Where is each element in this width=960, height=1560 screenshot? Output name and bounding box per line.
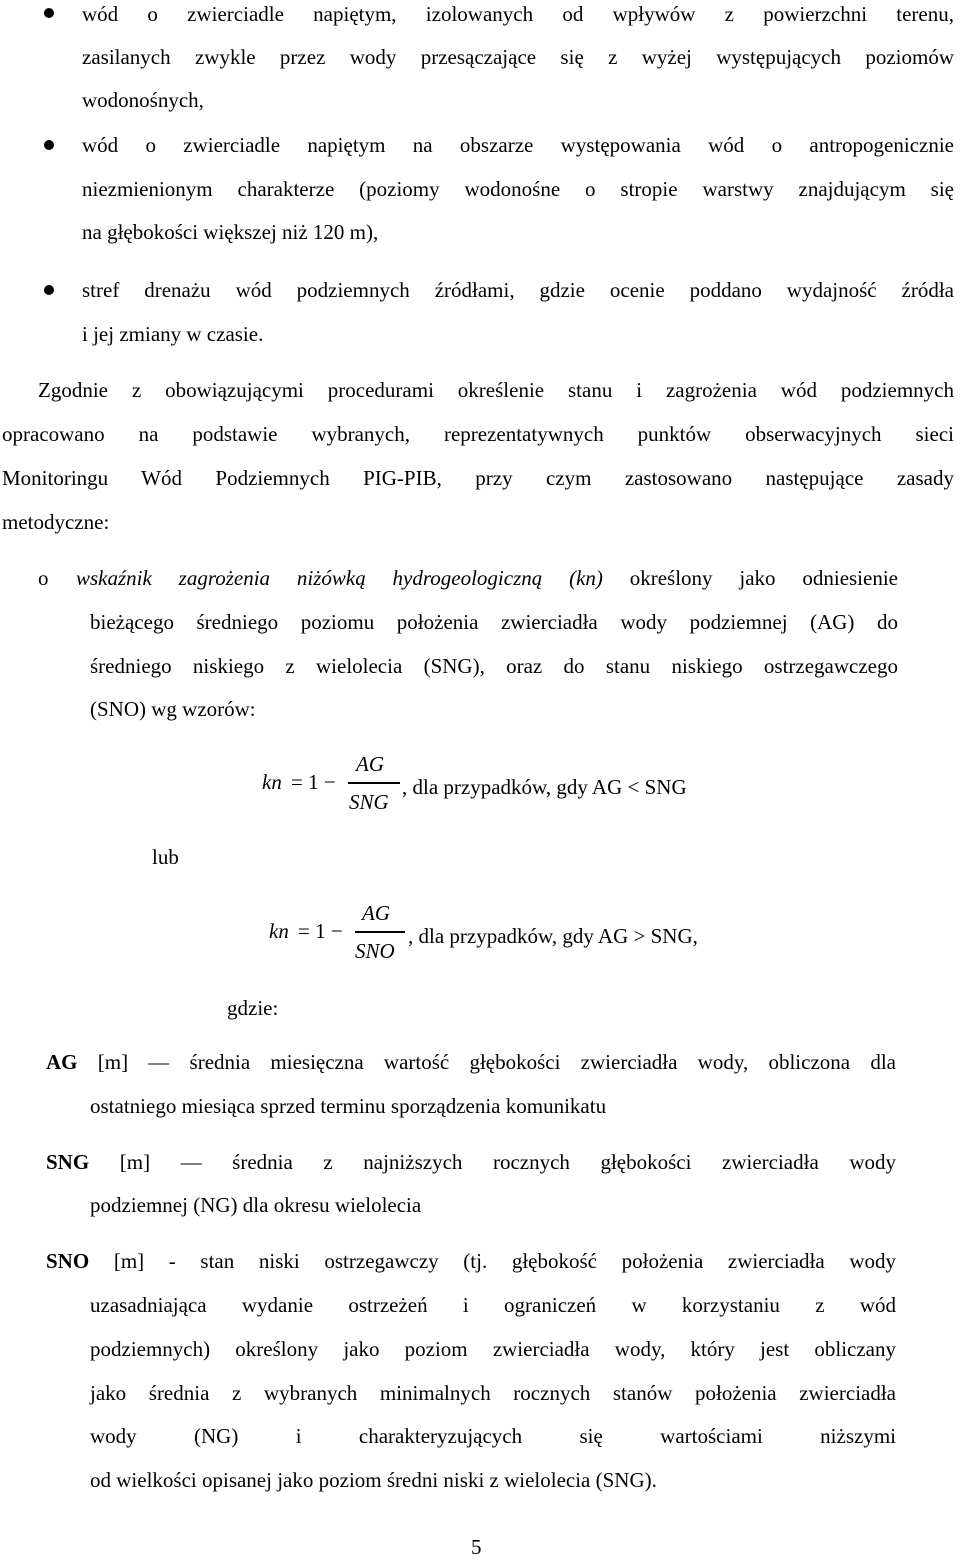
- list-marker-o: o: [38, 566, 49, 590]
- formula-2-denominator: SNO: [355, 939, 395, 963]
- definition-sno-line-2: uzasadniająca wydanie ostrzeżeń i ograniczeń w korzystaniu z wód: [90, 1293, 896, 1317]
- bullet-dot: [44, 140, 54, 150]
- formula-2-fraction-bar: [355, 931, 405, 933]
- definition-ag-text-1: [m] — średnia miesięczna wartość głębokości zwierciadła wody, obliczona dla: [77, 1050, 896, 1074]
- bullet-2-line-2: niezmienionym charakterze (poziomy wodonośne o stropie warstwy znajdującym się: [82, 177, 954, 201]
- method-item-line-3: średniego niskiego z wielolecia (SNG), oraz do stanu niskiego ostrzegawczego: [90, 654, 898, 678]
- definition-sng-text-1: [m] — średnia z najniższych rocznych głębokości zwierciadła wody: [89, 1150, 896, 1174]
- method-item-line-1-rest: określony jako odniesienie: [602, 566, 898, 590]
- method-item-line-4: (SNO) wg wzorów:: [90, 697, 256, 721]
- definition-ag-line-1: [46, 1050, 896, 1074]
- definition-sno-line-3: podziemnych) określony jako poziom zwierciadła wody, który jest obliczany: [90, 1337, 896, 1361]
- definition-sng-term: SNG: [46, 1150, 90, 1174]
- method-item-line-1: [76, 566, 898, 590]
- bullet-1-line-1: wód o zwierciadle napiętym, izolowanych od wpływów z powierzchni terenu,: [82, 2, 954, 26]
- paragraph-line-3: Monitoringu Wód Podziemnych PIG-PIB, przy czym zastosowano następujące zasady: [2, 466, 954, 490]
- formula-1-condition: , dla przypadków, gdy AG < SNG: [402, 775, 687, 799]
- formula-2-condition: , dla przypadków, gdy AG > SNG,: [408, 924, 698, 948]
- formula-1-eq: = 1 −: [291, 770, 336, 794]
- formula-1-denominator: SNG: [349, 790, 389, 814]
- formula-1-fraction-bar: [348, 782, 400, 784]
- bullet-1-line-3: wodonośnych,: [82, 88, 204, 112]
- bullet-dot: [44, 8, 54, 18]
- formula-1-lhs: kn: [262, 770, 282, 794]
- definition-sno-line-1: [46, 1249, 896, 1273]
- definition-sno-line-5: wody (NG) i charakteryzujących się wartościami niższymi: [90, 1424, 896, 1448]
- gdzie-label: gdzie:: [227, 996, 279, 1020]
- method-item-italic-lead: wskaźnik zagrożenia niżówką hydrogeologiczną (kn): [76, 566, 603, 590]
- bullet-1-line-2: zasilanych zwykle przez wody przesączające się z wyżej występujących poziomów: [82, 45, 954, 69]
- formula-1-numerator: AG: [356, 752, 384, 776]
- formula-2-eq: = 1 −: [298, 919, 343, 943]
- paragraph-line-1: Zgodnie z obowiązującymi procedurami określenie stanu i zagrożenia wód podziemnych: [38, 378, 954, 402]
- definition-sng-line-1: [46, 1150, 896, 1174]
- paragraph-line-2: opracowano na podstawie wybranych, reprezentatywnych punktów obserwacyjnych sieci: [2, 422, 954, 446]
- bullet-3-line-1: stref drenażu wód podziemnych źródłami, gdzie ocenie poddano wydajność źródła: [82, 278, 954, 302]
- paragraph-line-4: metodyczne:: [2, 510, 110, 534]
- definition-sno-text-1: [m] - stan niski ostrzegawczy (tj. głębokość położenia zwierciadła wody: [89, 1249, 896, 1273]
- definition-sno-line-6: od wielkości opisanej jako poziom średni niski z wielolecia (SNG).: [90, 1468, 657, 1492]
- formula-2-numerator: AG: [362, 901, 390, 925]
- formula-2-lhs: kn: [269, 919, 289, 943]
- definition-sno-line-4: jako średnia z wybranych minimalnych rocznych stanów położenia zwierciadła: [90, 1381, 896, 1405]
- method-item-line-2: bieżącego średniego poziomu położenia zwierciadła wody podziemnej (AG) do: [90, 610, 898, 634]
- definition-ag-line-2: ostatniego miesiąca sprzed terminu sporządzenia komunikatu: [90, 1094, 607, 1118]
- page-number: 5: [471, 1535, 482, 1559]
- definition-sng-line-2: podziemnej (NG) dla okresu wielolecia: [90, 1193, 422, 1217]
- definition-ag-term: AG: [46, 1050, 78, 1074]
- bullet-dot: [44, 285, 54, 295]
- bullet-2-line-1: wód o zwierciadle napiętym na obszarze występowania wód o antropogenicznie: [82, 133, 954, 157]
- bullet-2-line-3: na głębokości większej niż 120 m),: [82, 220, 379, 244]
- definition-sno-term: SNO: [46, 1249, 90, 1273]
- bullet-3-line-2: i jej zmiany w czasie.: [82, 322, 264, 346]
- lub-label: lub: [152, 845, 179, 869]
